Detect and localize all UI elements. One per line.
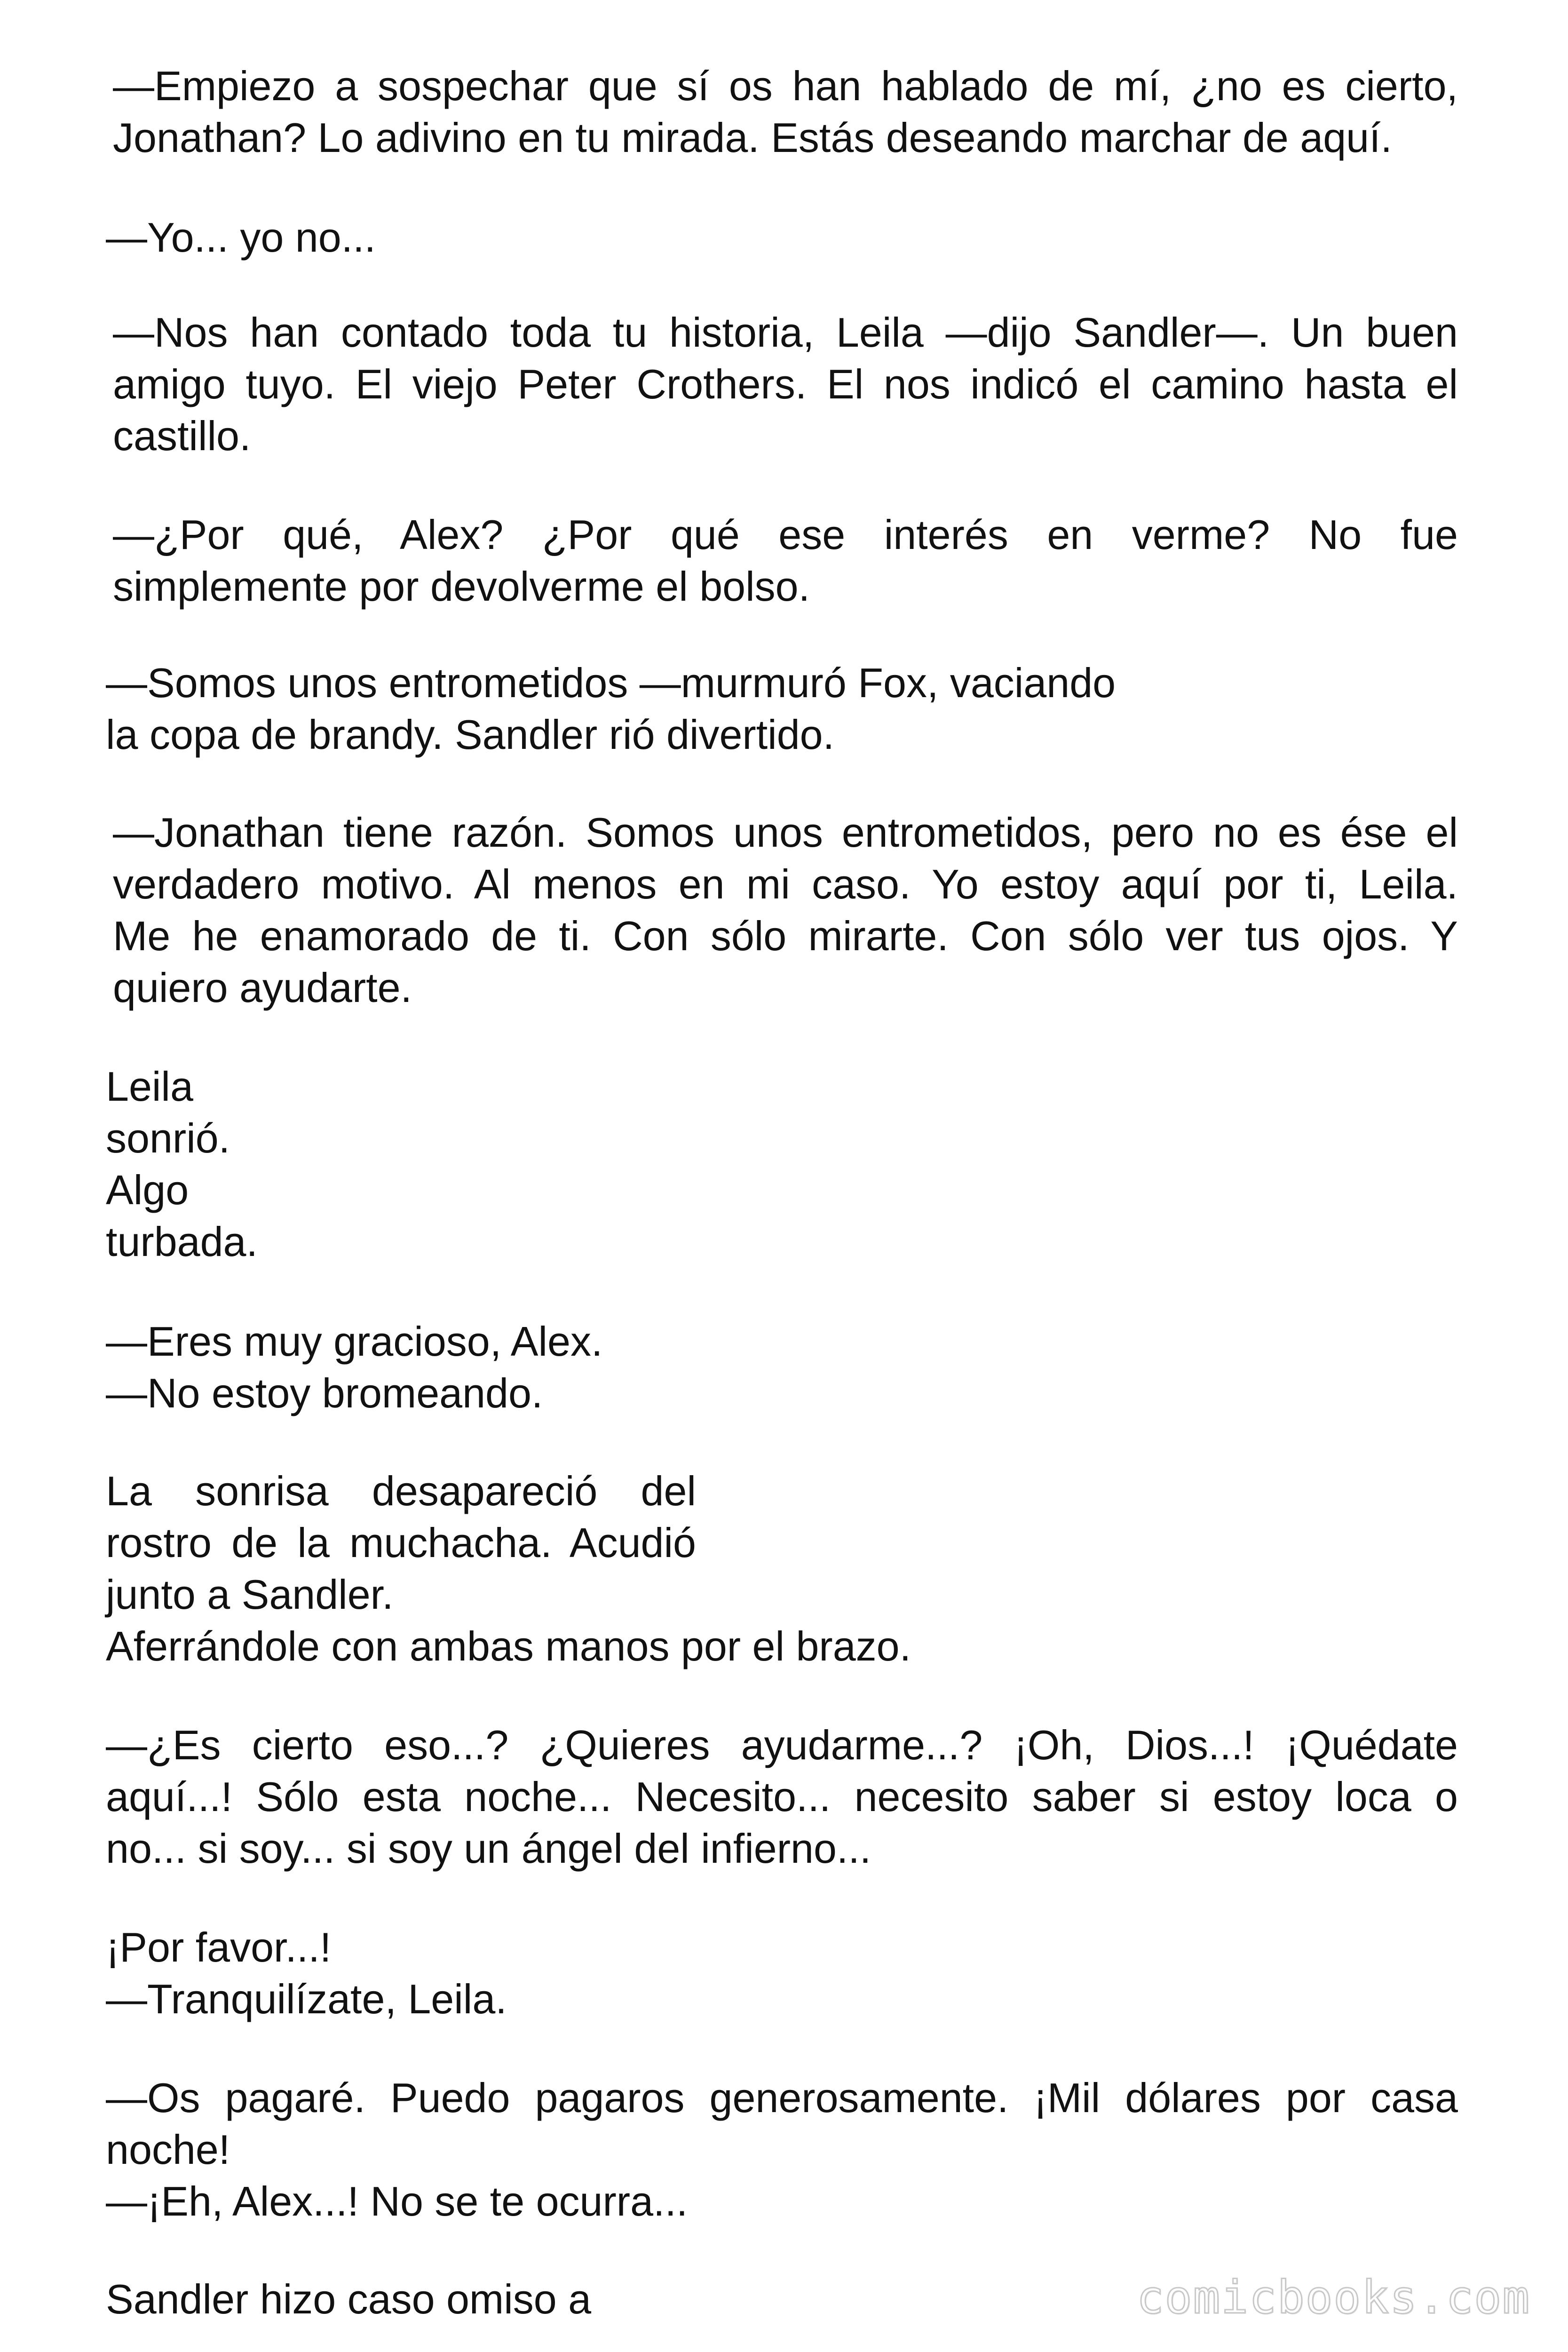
paragraph-13 <box>106 2273 591 2325</box>
paragraph-9 <box>106 1465 911 1672</box>
text-line: amigo tuyo. El viejo Peter Crothers. El nos indicó el camino hasta el <box>113 361 1458 407</box>
text-line: sonrió. <box>106 1115 230 1161</box>
paragraph-2 <box>106 212 376 263</box>
text-line: —¡Eh, Alex...! No se te ocurra... <box>106 2178 688 2225</box>
text-line: Algo <box>106 1167 189 1213</box>
paragraph-11 <box>106 1922 507 2025</box>
text-line: —Jonathan tiene razón. Somos unos entrometidos, pero no es ése el <box>113 809 1458 856</box>
text-line: —Yo... yo no... <box>106 214 376 261</box>
paragraph-3 <box>113 307 1458 462</box>
text-line: la copa de brandy. Sandler rió divertido. <box>106 711 835 758</box>
paragraph-1 <box>113 60 1458 164</box>
text-line: quiero ayudarte. <box>113 964 412 1011</box>
text-line: —Eres muy gracioso, Alex. <box>106 1318 603 1365</box>
paragraph-8 <box>106 1316 602 1419</box>
text-line: noche! <box>106 2126 230 2173</box>
watermark-logo: comicbooks.com <box>1136 2271 1530 2324</box>
text-line: Aferrándole con ambas manos por el brazo. <box>106 1623 911 1669</box>
text-line: —¿Es cierto eso...? ¿Quieres ayudarme...? ¡Oh, Dios...! ¡Quédate <box>106 1722 1458 1768</box>
paragraph-12 <box>106 2072 1458 2227</box>
text-line: aquí...! Sólo esta noche... Necesito... necesito saber si estoy loca o <box>106 1773 1458 1820</box>
text-line: Jonathan? Lo adivino en tu mirada. Estás deseando marchar de aquí. <box>113 114 1393 161</box>
paragraph-5 <box>106 657 1116 761</box>
text-line: —Somos unos entrometidos —murmuró Fox, vaciando <box>106 660 1116 706</box>
text-line: —Nos han contado toda tu historia, Leila —dijo Sandler—. Un buen <box>113 309 1458 356</box>
text-line: verdadero motivo. Al menos en mi caso. Yo estoy aquí por ti, Leila. <box>113 861 1458 907</box>
text-line: turbada. <box>106 1218 258 1265</box>
paragraph-10 <box>106 1719 1458 1875</box>
text-line: —No estoy bromeando. <box>106 1370 543 1416</box>
paragraph-4 <box>113 509 1458 612</box>
text-line: —Tranquilízate, Leila. <box>106 1976 507 2022</box>
text-line: no... si soy... si soy un ángel del infierno... <box>106 1825 871 1872</box>
text-line: rostro de la muchacha. Acudió <box>106 1519 696 1566</box>
text-line: simplemente por devolverme el bolso. <box>113 563 810 610</box>
text-line: —Os pagaré. Puedo pagaros generosamente. ¡Mil dólares por casa <box>106 2074 1458 2121</box>
text-line: castillo. <box>113 413 251 459</box>
paragraph-6 <box>113 807 1458 1014</box>
text-line: Leila <box>106 1063 193 1110</box>
text-line: —Empiezo a sospechar que sí os han hablado de mí, ¿no es cierto, <box>113 63 1458 109</box>
text-line: Sandler hizo caso omiso a <box>106 2276 592 2322</box>
text-line: —¿Por qué, Alex? ¿Por qué ese interés en verme? No fue <box>113 511 1458 558</box>
paragraph-7 <box>106 1061 258 1268</box>
text-line: ¡Por favor...! <box>106 1924 332 1971</box>
text-line: junto a Sandler. <box>106 1571 394 1618</box>
text-line: Me he enamorado de ti. Con sólo mirarte. Con sólo ver tus ojos. Y <box>113 913 1458 959</box>
text-line: La sonrisa desapareció del <box>106 1468 696 1514</box>
